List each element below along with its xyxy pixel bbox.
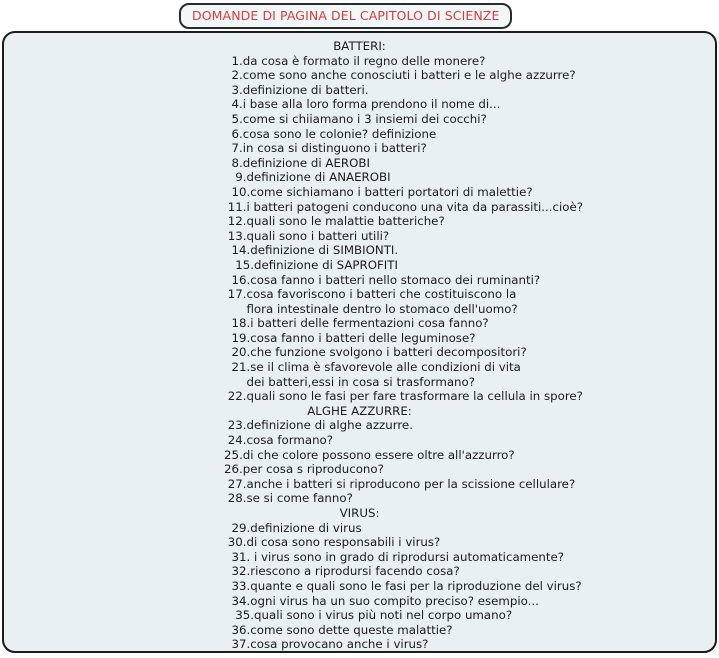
question-line: 9.definizione di ANAEROBI (224, 170, 391, 185)
question-line: 19.cosa fanno i batteri delle leguminose? (224, 330, 476, 345)
question-line: 14.definizione di SIMBIONTI. (224, 243, 399, 258)
question-line: 20.che funzione svolgono i batteri decompositori? (224, 345, 527, 360)
question-line: 16.cosa fanno i batteri nello stomaco dei ruminanti? (224, 272, 541, 287)
question-line: 11.i batteri patogeni conducono una vita da parassiti...cioè? (224, 199, 584, 214)
question-line: 1.da cosa è formato il regno delle monere? (224, 53, 486, 68)
question-line: 3.definizione di batteri. (224, 82, 369, 97)
question-line: 31. i virus sono in grado di riprodursi automaticamente? (224, 549, 565, 564)
question-line: 7.in cosa si distinguono i batteri? (224, 141, 427, 156)
question-line: 27.anche i batteri si riproducono per la scissione cellulare? (224, 476, 576, 491)
question-line: flora intestinale dentro lo stomaco dell'uomo? (224, 301, 518, 316)
question-line: 21.se il clima è sfavorevole alle condizioni di vita (224, 360, 521, 375)
question-line: 18.i batteri delle fermentazioni cosa fanno? (224, 316, 489, 331)
question-line: 17.cosa favoriscono i batteri che costituiscono la (224, 287, 517, 302)
question-line: 23.definizione di alghe azzurre. (224, 418, 413, 433)
page-title: DOMANDE DI PAGINA DEL CAPITOLO DI SCIENZE (179, 3, 512, 29)
question-line: 13.quali sono i batteri utili? (224, 228, 390, 243)
question-line: 35.quali sono i virus più noti nel corpo umano? (224, 608, 513, 623)
question-line: 34.ogni virus ha un suo compito preciso? esempio... (224, 593, 539, 608)
questions-panel (2, 31, 717, 653)
question-line: dei batteri,essi in cosa si trasformano? (224, 374, 476, 389)
section-heading: ALGHE AZZURRE: (307, 403, 412, 418)
question-line: 2.come sono anche conosciuti i batteri e le alghe azzurre? (224, 68, 576, 83)
question-line: 25.di che colore possono essere oltre all'azzurro? (224, 447, 515, 462)
section-heading: BATTERI: (333, 39, 386, 53)
question-line: 37.cosa provocano anche i virus? (224, 637, 429, 652)
question-line: 33.quante e quali sono le fasi per la riproduzione del virus? (224, 578, 582, 593)
question-line: 12.quali sono le malattie batteriche? (224, 214, 445, 229)
question-line: 6.cosa sono le colonie? definizione (224, 126, 437, 141)
question-line: 4.i base alla loro forma prendono il nome di... (224, 97, 501, 112)
question-line: 10.come sichiamano i batteri portatori di malettie? (224, 184, 533, 199)
question-line: 36.come sono dette queste malattie? (224, 622, 453, 637)
question-line: 32.riescono a riprodursi facendo cosa? (224, 564, 460, 579)
question-line: 26.per cosa s riproducono? (224, 462, 384, 477)
question-line: 5.come si chiiamano i 3 insiemi dei cocchi? (224, 111, 487, 126)
section-heading: VIRUS: (339, 506, 380, 520)
question-line: 8.definizione di AEROBI (224, 155, 370, 170)
question-line: 30.di cosa sono responsabili i virus? (224, 535, 441, 550)
question-line: 15.definizione di SAPROFITI (224, 257, 398, 272)
question-line: 29.definizione di virus (224, 520, 362, 535)
question-line: 24.cosa formano? (224, 433, 334, 448)
question-line: 28.se si come fanno? (224, 491, 353, 506)
question-line: 22.quali sono le fasi per fare trasformare la cellula in spore? (224, 389, 583, 404)
